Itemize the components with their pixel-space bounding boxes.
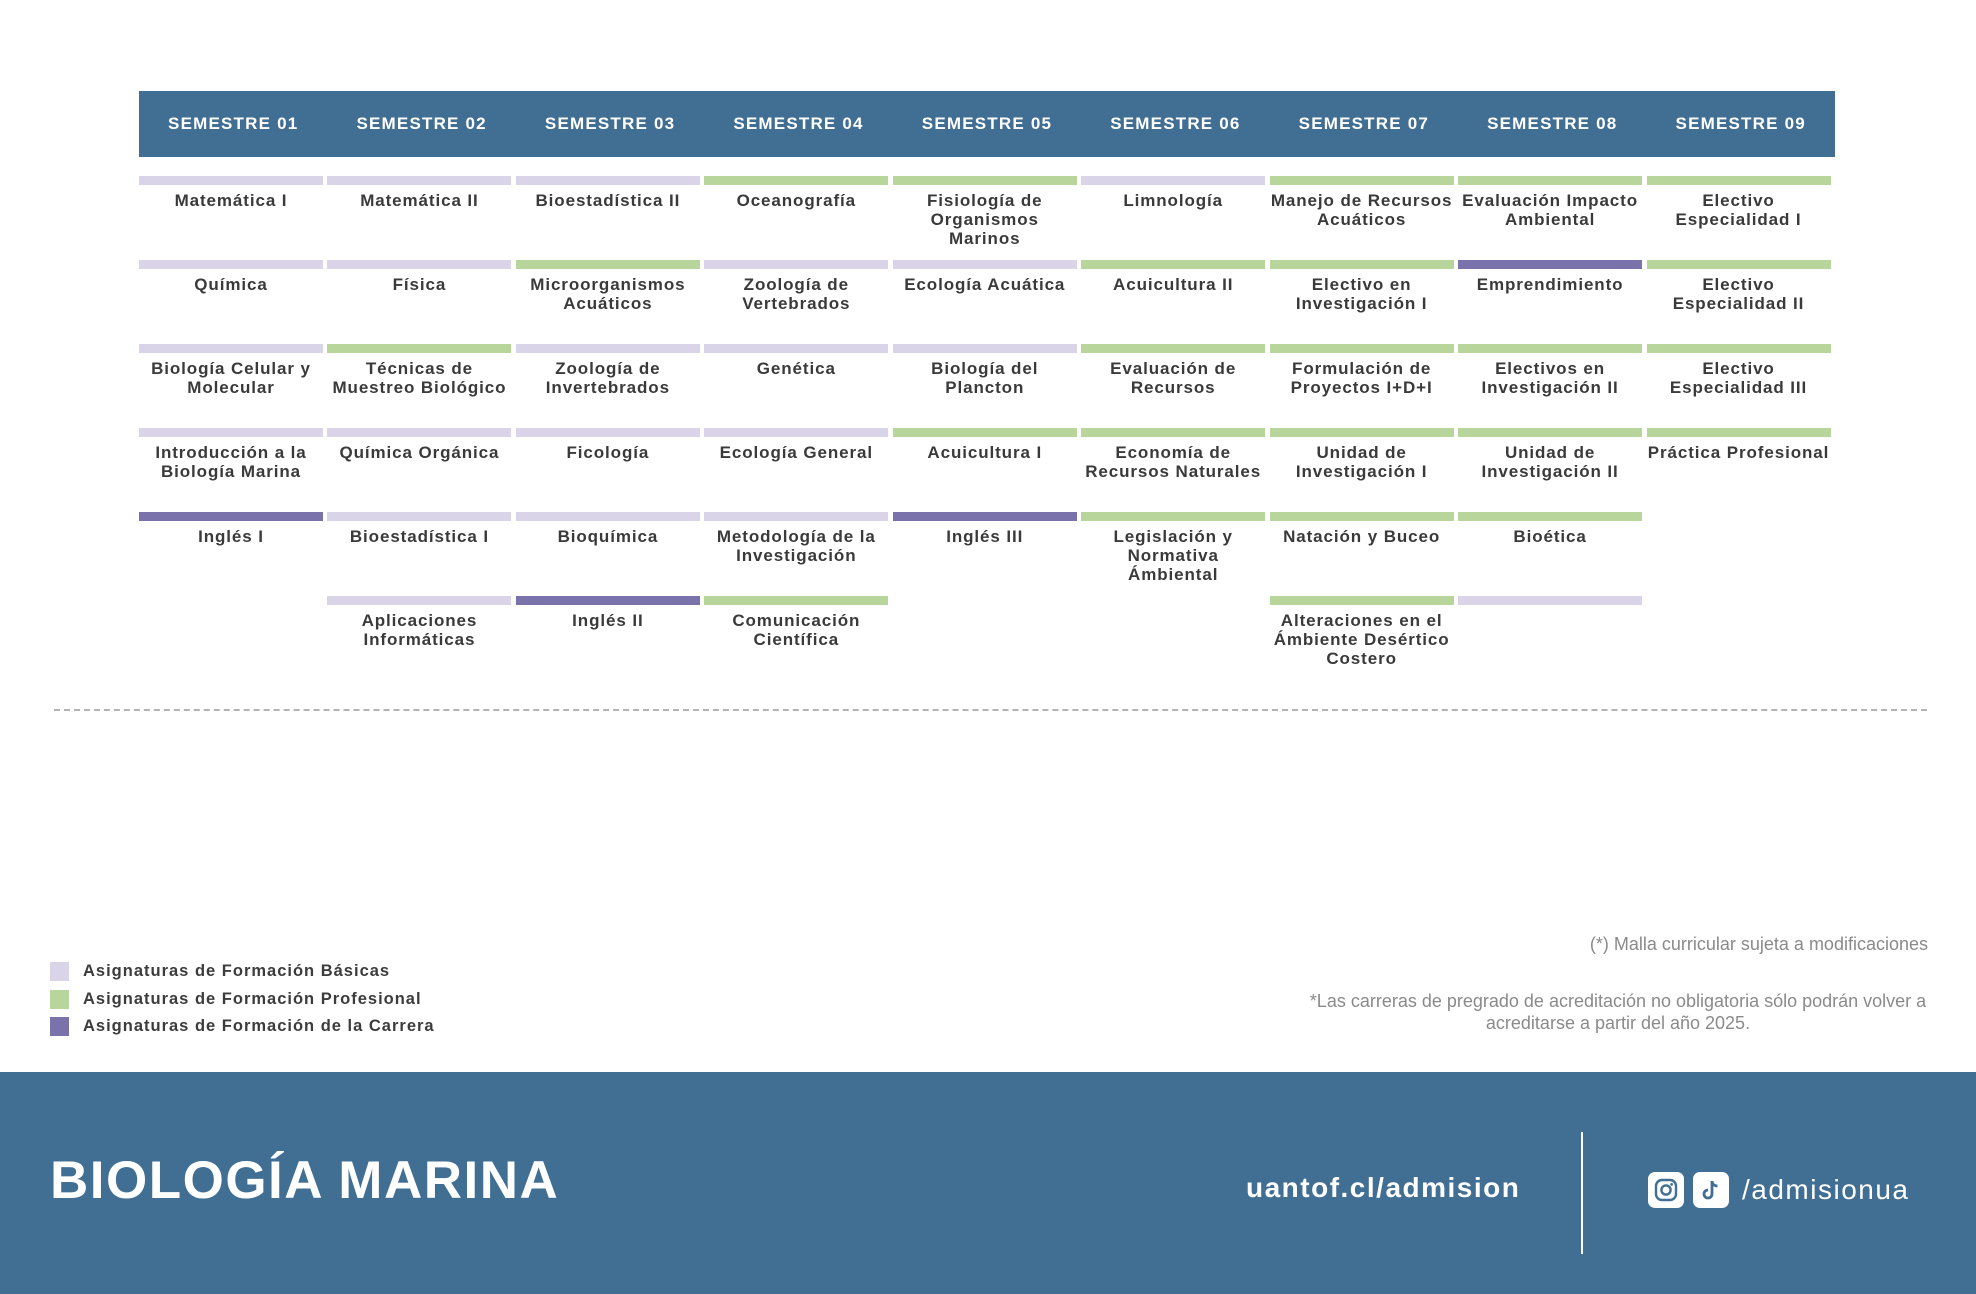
- legend-swatch: [50, 990, 69, 1009]
- course-type-bar: [139, 428, 323, 437]
- course-cell: [139, 176, 323, 210]
- course-cell: [1081, 260, 1265, 294]
- course-type-bar: [1458, 176, 1642, 185]
- course-name: Biología Celular y Molecular: [151, 359, 311, 397]
- course-name: Oceanografía: [736, 191, 857, 210]
- course-type-bar: [1458, 260, 1642, 269]
- course-cell: [893, 428, 1077, 462]
- course-name: Alteraciones en el Ámbiente Desértico Costero: [1273, 611, 1450, 668]
- course-cell: [1458, 344, 1642, 397]
- course-type-bar: [327, 176, 511, 185]
- course-type-bar: [139, 344, 323, 353]
- legend-label: Asignaturas de Formación Básicas: [83, 962, 391, 981]
- instagram-icon[interactable]: [1648, 1172, 1684, 1208]
- course-cell: [139, 512, 323, 546]
- course-cell: [1270, 428, 1454, 481]
- course-cell: [327, 344, 511, 397]
- legend: [50, 958, 435, 1041]
- course-name: Matemática II: [360, 191, 479, 210]
- course-type-bar: [327, 512, 511, 521]
- course-name: Fisiología de Organismos Marinos: [926, 191, 1043, 248]
- course-type-bar: [704, 596, 888, 605]
- course-cell: [139, 260, 323, 294]
- course-name: Genética: [756, 359, 836, 378]
- course-name: Electivos en Investigación II: [1481, 359, 1619, 397]
- course-name: Biología del Plancton: [931, 359, 1039, 397]
- course-name: Electivo en Investigación I: [1295, 275, 1428, 313]
- course-name: Electivo Especialidad III: [1669, 359, 1808, 397]
- note-modificaciones: (*) Malla curricular sujeta a modificaciones: [1589, 934, 1928, 954]
- dashed-divider: [54, 709, 1927, 711]
- course-name: Zoología de Vertebrados: [742, 275, 851, 313]
- course-name: Inglés II: [572, 611, 644, 630]
- course-cell: [704, 344, 888, 378]
- course-type-bar: [1647, 428, 1831, 437]
- course-cell: [327, 428, 511, 462]
- course-name: Manejo de Recursos Acuáticos: [1270, 191, 1453, 229]
- course-type-bar: [327, 260, 511, 269]
- note-acreditacion: *Las carreras de pregrado de acreditación no obligatoria sólo podrán volver a acreditarse a partir del año 2025.: [1309, 991, 1927, 1033]
- course-type-bar: [1458, 512, 1642, 521]
- course-type-bar: [704, 344, 888, 353]
- program-title: BIOLOGÍA MARINA: [50, 1151, 560, 1210]
- course-type-bar: [327, 596, 511, 605]
- course-cell: [704, 176, 888, 210]
- course-type-bar: [893, 344, 1077, 353]
- course-type-bar: [704, 260, 888, 269]
- course-cell: [704, 512, 888, 565]
- course-type-bar: [893, 512, 1077, 521]
- course-name: Aplicaciones Informáticas: [361, 611, 478, 649]
- course-cell: [1647, 260, 1831, 313]
- course-type-bar: [1081, 260, 1265, 269]
- course-type-bar: [139, 512, 323, 521]
- course-name: Bioética: [1513, 527, 1587, 546]
- course-cell: [1270, 260, 1454, 313]
- legend-item-carrera: [50, 1013, 435, 1041]
- course-cell: [1270, 596, 1454, 668]
- course-cell: [893, 176, 1077, 248]
- course-name: Metodología de la Investigación: [716, 527, 876, 565]
- course-name: Física: [392, 275, 447, 294]
- course-cell: [1270, 512, 1454, 546]
- course-cell: [516, 344, 700, 397]
- course-name: Zoología de Invertebrados: [545, 359, 670, 397]
- course-cell: [704, 260, 888, 313]
- course-type-bar: [1647, 176, 1831, 185]
- course-cell: [516, 428, 700, 462]
- course-name: Microorganismos Acuáticos: [530, 275, 686, 313]
- course-name: Unidad de Investigación I: [1295, 443, 1428, 481]
- course-type-bar: [516, 428, 700, 437]
- course-cell: [516, 176, 700, 210]
- legend-item-basica: [50, 958, 435, 986]
- course-type-bar: [1270, 260, 1454, 269]
- course-cell: [327, 176, 511, 210]
- course-name: Economía de Recursos Naturales: [1085, 443, 1262, 481]
- legend-label: Asignaturas de Formación de la Carrera: [83, 1017, 435, 1036]
- course-name: Evaluación de Recursos: [1110, 359, 1237, 397]
- course-name: Introducción a la Biología Marina: [155, 443, 307, 481]
- course-cell: [1081, 344, 1265, 397]
- course-cell: [704, 428, 888, 462]
- course-cell: [139, 428, 323, 481]
- course-type-bar: [516, 260, 700, 269]
- course-type-bar: [1081, 176, 1265, 185]
- course-name: Limnología: [1123, 191, 1224, 210]
- tiktok-icon[interactable]: [1693, 1172, 1729, 1208]
- semester-header-bar: [139, 91, 1835, 157]
- course-type-bar: [704, 428, 888, 437]
- course-type-bar: [893, 260, 1077, 269]
- course-name: Ecología Acuática: [904, 275, 1066, 294]
- course-type-bar: [704, 512, 888, 521]
- course-cell: [1458, 260, 1642, 294]
- legend-item-profesional: [50, 986, 435, 1014]
- course-name: Ecología General: [719, 443, 873, 462]
- course-name: Química: [194, 275, 268, 294]
- course-cell: [516, 512, 700, 546]
- legend-swatch: [50, 962, 69, 981]
- semester-header-5: SEMESTRE 05: [921, 114, 1053, 133]
- course-cell: [516, 260, 700, 313]
- course-name: Matemática I: [174, 191, 288, 210]
- course-type-bar: [516, 344, 700, 353]
- course-name: Natación y Buceo: [1283, 527, 1441, 546]
- course-cell: [1647, 428, 1831, 462]
- course-name: Química Orgánica: [339, 443, 500, 462]
- course-cell: [1270, 344, 1454, 397]
- admission-url-link[interactable]: uantof.cl/admision: [1246, 1172, 1521, 1203]
- semester-header-2: SEMESTRE 02: [356, 114, 487, 133]
- course-type-bar: [1458, 344, 1642, 353]
- course-type-bar: [1081, 344, 1265, 353]
- semester-header-7: SEMESTRE 07: [1298, 114, 1430, 133]
- course-cell: [1081, 512, 1265, 584]
- course-cell: [327, 596, 511, 649]
- course-name: Emprendimiento: [1476, 275, 1624, 294]
- semester-header-4: SEMESTRE 04: [733, 114, 864, 133]
- footer-divider: [1581, 1132, 1583, 1254]
- course-name: Comunicación Científica: [732, 611, 861, 649]
- course-name: Evaluación Impacto Ambiental: [1462, 191, 1638, 229]
- course-name: Acuicultura II: [1113, 275, 1234, 294]
- course-cell: [1458, 176, 1642, 229]
- course-type-bar: [139, 260, 323, 269]
- course-cell: [1270, 176, 1454, 229]
- course-cell: [893, 344, 1077, 397]
- social-handle[interactable]: /admisionua: [1742, 1174, 1910, 1205]
- course-cell: [893, 512, 1077, 546]
- course-name: Acuicultura I: [927, 443, 1043, 462]
- course-name: Bioestadística II: [535, 191, 681, 210]
- course-type-bar: [1081, 512, 1265, 521]
- course-name: Legislación y Normativa Ámbiental: [1113, 527, 1233, 584]
- course-name: Formulación de Proyectos I+D+I: [1290, 359, 1433, 397]
- course-name: Unidad de Investigación II: [1481, 443, 1619, 481]
- course-name: Bioquímica: [557, 527, 659, 546]
- course-type-bar: [516, 596, 700, 605]
- course-type-bar: [1270, 512, 1454, 521]
- course-cell: [139, 344, 323, 397]
- course-type-bar: [1458, 596, 1642, 605]
- course-cell: [1647, 344, 1831, 397]
- course-type-bar: [516, 176, 700, 185]
- course-cell: [327, 512, 511, 546]
- semester-header-9: SEMESTRE 09: [1675, 114, 1806, 133]
- course-cell: [1458, 596, 1642, 611]
- semester-header-1: SEMESTRE 01: [168, 114, 299, 133]
- semester-header-6: SEMESTRE 06: [1110, 114, 1241, 133]
- course-cell: [1081, 176, 1265, 210]
- course-name: Bioestadística I: [349, 527, 489, 546]
- course-type-bar: [1270, 596, 1454, 605]
- course-name: Electivo Especialidad II: [1672, 275, 1805, 313]
- course-type-bar: [327, 428, 511, 437]
- course-cell: [893, 260, 1077, 294]
- footer: [0, 1072, 1976, 1294]
- course-type-bar: [1081, 428, 1265, 437]
- course-cell: [1647, 176, 1831, 229]
- course-type-bar: [1270, 428, 1454, 437]
- semester-header-8: SEMESTRE 08: [1487, 114, 1618, 133]
- course-type-bar: [516, 512, 700, 521]
- course-type-bar: [1647, 260, 1831, 269]
- course-type-bar: [1270, 176, 1454, 185]
- course-cell: [516, 596, 700, 630]
- course-name: Ficología: [566, 443, 650, 462]
- course-type-bar: [1270, 344, 1454, 353]
- course-type-bar: [1647, 344, 1831, 353]
- course-type-bar: [704, 176, 888, 185]
- semester-header-3: SEMESTRE 03: [544, 114, 676, 133]
- course-type-bar: [893, 428, 1077, 437]
- legend-swatch: [50, 1017, 69, 1036]
- course-cell: [1458, 428, 1642, 481]
- course-type-bar: [1458, 428, 1642, 437]
- course-type-bar: [327, 344, 511, 353]
- course-name: Electivo Especialidad I: [1675, 191, 1802, 229]
- course-cell: [1458, 512, 1642, 546]
- course-cell: [1081, 428, 1265, 481]
- course-name: Inglés III: [946, 527, 1024, 546]
- course-name: Práctica Profesional: [1647, 443, 1830, 462]
- social-links: [1648, 1172, 1909, 1208]
- legend-label: Asignaturas de Formación Profesional: [83, 989, 422, 1008]
- course-name: Técnicas de Muestreo Biológico: [332, 359, 507, 397]
- course-cell: [704, 596, 888, 649]
- curriculum-grid: [139, 176, 1835, 666]
- course-type-bar: [893, 176, 1077, 185]
- course-type-bar: [139, 176, 323, 185]
- course-name: Inglés I: [198, 527, 264, 546]
- course-cell: [327, 260, 511, 294]
